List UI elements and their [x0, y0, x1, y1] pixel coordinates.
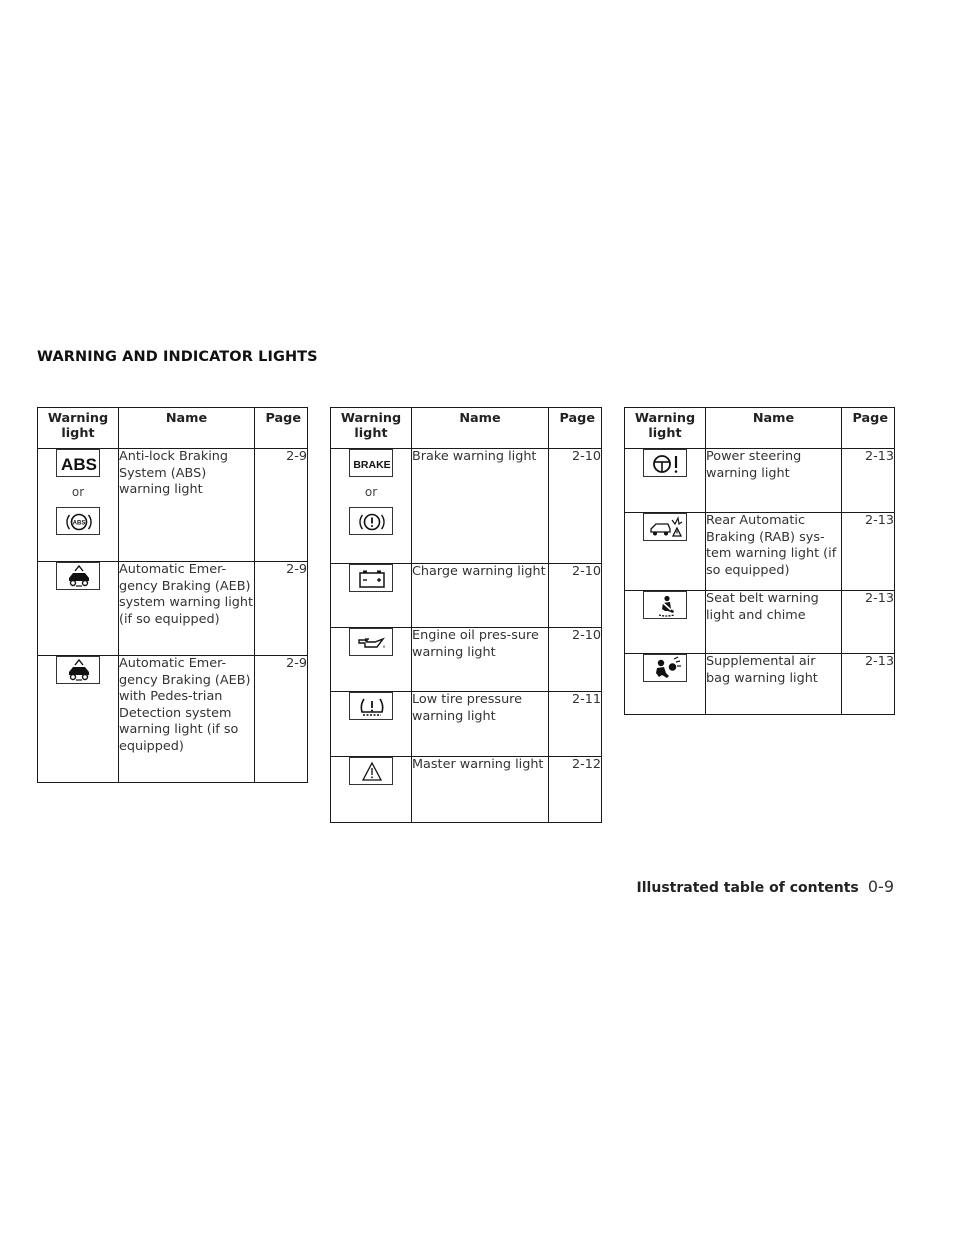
footer-page-number: 0-9: [867, 877, 894, 896]
header-warning-light: Warning light: [625, 408, 706, 449]
tire-pressure-icon: [349, 692, 393, 720]
svg-text:BRAKE: BRAKE: [353, 459, 391, 471]
header-name: Name: [706, 408, 842, 449]
warning-lights-table-1: [37, 407, 308, 783]
table-row: [331, 757, 602, 823]
rear-braking-icon: [643, 513, 687, 541]
row-page: 2-10: [549, 564, 602, 628]
or-label: or: [71, 485, 85, 499]
footer-section-title: Illustrated table of contents: [636, 880, 859, 896]
airbag-icon: [643, 654, 687, 682]
svg-text:ABS: ABS: [72, 520, 86, 527]
row-page: 2-9: [255, 656, 308, 783]
header-page: Page: [255, 408, 308, 449]
row-page: 2-13: [842, 449, 895, 513]
section-title: WARNING AND INDICATOR LIGHTS: [37, 349, 318, 365]
battery-icon: [349, 564, 393, 592]
table-row: [38, 562, 308, 656]
row-page: 2-10: [549, 449, 602, 564]
abs-text-icon: [56, 449, 100, 477]
warning-lights-table-3: [624, 407, 895, 715]
table-header-row: [38, 408, 308, 449]
row-page: 2-13: [842, 591, 895, 654]
table-row: [38, 449, 308, 562]
abs-circle-icon: [56, 507, 100, 535]
row-name: Charge warning light: [412, 564, 549, 628]
table-row: [625, 513, 895, 591]
row-page: 2-13: [842, 513, 895, 591]
row-name: Automatic Emer-gency Braking (AEB) with Pedes-trian Detection system warning light (if so equipped): [119, 656, 255, 783]
seat-belt-icon: [643, 591, 687, 619]
brake-circle-icon: [349, 507, 393, 535]
table-header-row: [331, 408, 602, 449]
oil-can-icon: [349, 628, 393, 656]
row-page: 2-13: [842, 654, 895, 715]
warning-lights-table-2: [330, 407, 602, 823]
aeb-pedestrian-icon: [56, 656, 100, 684]
table-row: [625, 449, 895, 513]
row-page: 2-10: [549, 628, 602, 692]
brake-text-icon: [349, 449, 393, 477]
header-page: Page: [842, 408, 895, 449]
row-name: Supplemental air bag warning light: [706, 654, 842, 715]
row-name: Automatic Emer-gency Braking (AEB) system warning light (if so equipped): [119, 562, 255, 656]
table-header-row: [625, 408, 895, 449]
header-name: Name: [119, 408, 255, 449]
row-name: Power steering warning light: [706, 449, 842, 513]
svg-text:ABS: ABS: [61, 455, 97, 474]
master-warning-triangle-icon: [349, 757, 393, 785]
row-name: Brake warning light: [412, 449, 549, 564]
row-name: Master warning light: [412, 757, 549, 823]
header-warning-light: Warning light: [38, 408, 119, 449]
row-page: 2-11: [549, 692, 602, 757]
row-name: Engine oil pres-sure warning light: [412, 628, 549, 692]
row-page: 2-9: [255, 449, 308, 562]
or-label: or: [364, 485, 378, 499]
header-warning-light: Warning light: [331, 408, 412, 449]
row-name: Rear Automatic Braking (RAB) sys-tem warning light (if so equipped): [706, 513, 842, 591]
table-row: [331, 628, 602, 692]
row-page: 2-12: [549, 757, 602, 823]
aeb-icon: [56, 562, 100, 590]
table-row: [625, 654, 895, 715]
header-page: Page: [549, 408, 602, 449]
table-row: [38, 656, 308, 783]
row-page: 2-9: [255, 562, 308, 656]
row-name: Low tire pressure warning light: [412, 692, 549, 757]
table-row: [331, 564, 602, 628]
table-row: [331, 692, 602, 757]
page-footer: [620, 877, 894, 896]
header-name: Name: [412, 408, 549, 449]
power-steering-icon: [643, 449, 687, 477]
table-row: [331, 449, 602, 564]
table-row: [625, 591, 895, 654]
row-name: Seat belt warning light and chime: [706, 591, 842, 654]
row-name: Anti-lock Braking System (ABS) warning light: [119, 449, 255, 562]
